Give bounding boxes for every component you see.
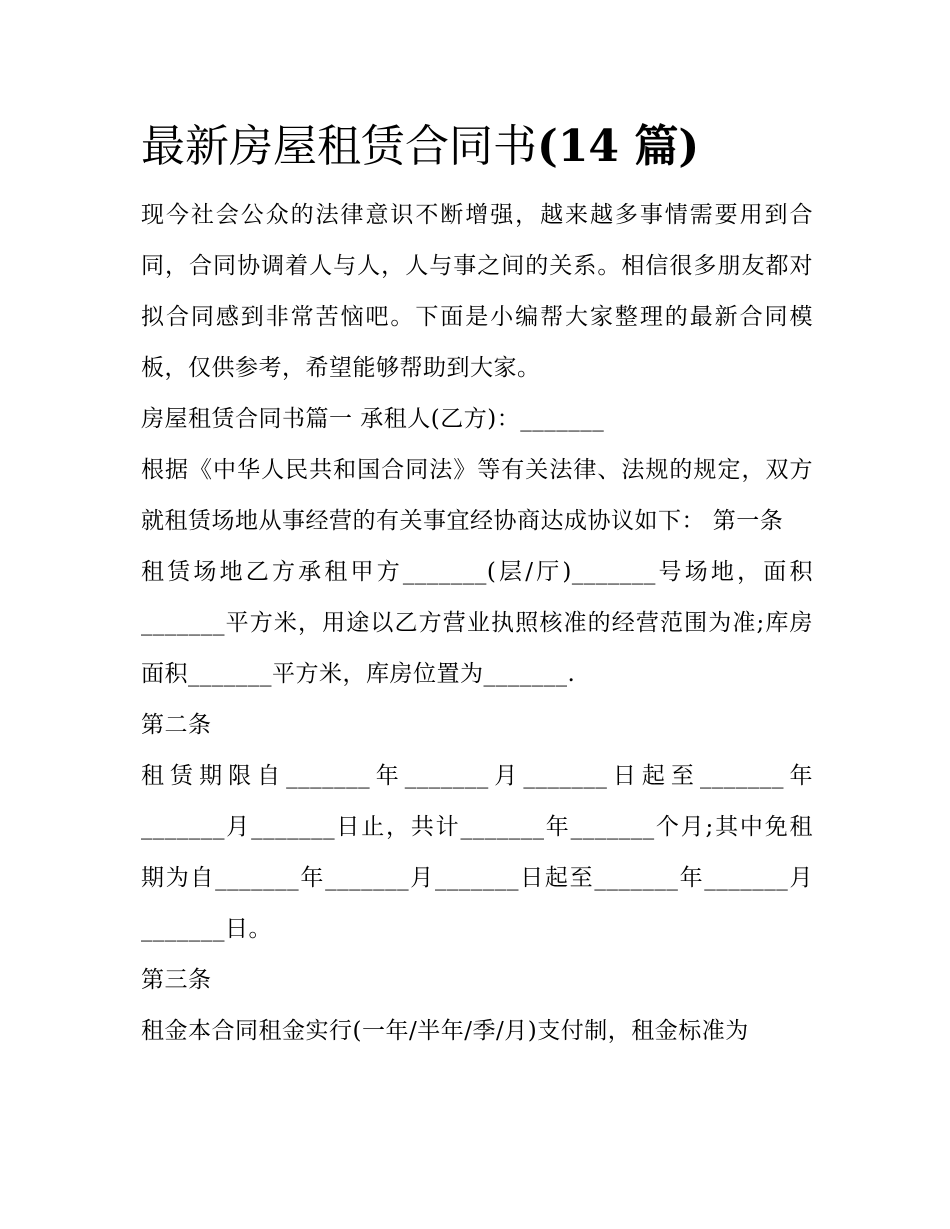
document-page <box>141 112 813 1057</box>
article-1-paragraph: 租赁场地乙方承租甲方_______(层/厅)_______号场地，面积_______平方米，用途以乙方营业执照核准的经营范围为准;库房面积_______平方米，库房位置为_______. <box>141 559 813 687</box>
article-3-paragraph: 租金本合同租金实行(一年/半年/季/月)支付制，租金标准为 <box>141 1018 749 1044</box>
article-3-heading: 第三条 <box>141 967 212 993</box>
section-heading-1: 房屋租赁合同书篇一 承租人(乙方)：_______ <box>141 406 605 432</box>
document-title <box>141 112 813 182</box>
article-2-heading: 第二条 <box>141 712 212 738</box>
intro-paragraph: 现今社会公众的法律意识不断增强，越来越多事情需要用到合同，合同协调着人与人，人与事之间的关系。相信很多朋友都对拟合同感到非常苦恼吧。下面是小编帮大家整理的最新合同模板，仅供参考，希望能够帮助到大家。 <box>141 202 813 381</box>
article-2-paragraph: 租赁期限自_______年_______月_______日起至_______年_______月_______日止，共计_______年_______个月;其中免租期为自_______年_______月_______日起至_______年_______月_______日。 <box>141 763 813 942</box>
title-suffix: (14 篇) <box>537 121 700 172</box>
title-main: 最新房屋租赁合同书 <box>141 121 537 172</box>
legal-basis-paragraph: 根据《中华人民共和国合同法》等有关法律、法规的规定，双方就租赁场地从事经营的有关事宜经协商达成协议如下： 第一条 <box>141 457 813 534</box>
